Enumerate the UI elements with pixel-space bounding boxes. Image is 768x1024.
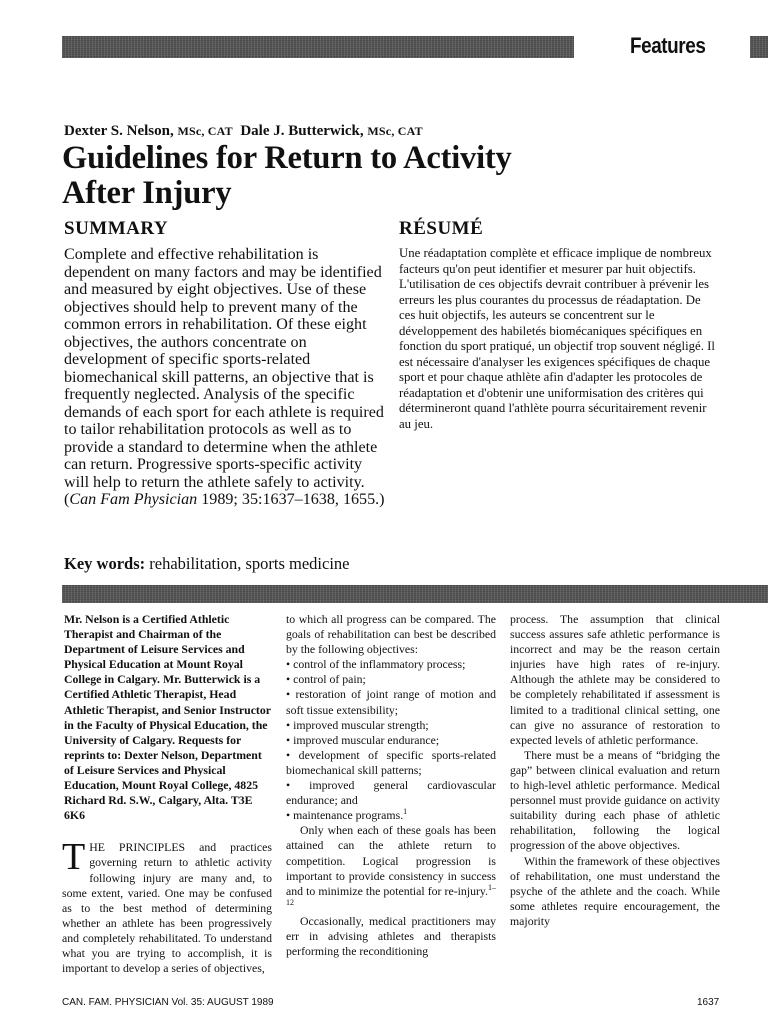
body-column-1 [62, 612, 272, 976]
article-title-line-1: Guidelines for Return to Activity [62, 140, 512, 176]
goal-reference: 1 [403, 807, 408, 817]
goal-item: • improved general cardiovascular endurance; and [286, 778, 496, 808]
section-tag: Features [630, 33, 706, 58]
keywords-label: Key words: [64, 554, 146, 573]
goal-item [286, 808, 496, 823]
intro-paragraph [62, 836, 272, 976]
intro-small-caps: HE PRINCIPLES [89, 840, 186, 855]
article-title-line-2: After Injury [62, 175, 232, 211]
summary-body: Complete and effective rehabilitation is dependent on many factors and may be identified and measured by eight objectives. Use of these objectives should help to prevent many of the common errors in rehabilitation. Of these eight objectives, the authors concentrate on development of specific sports-related biomechanical skill patterns, an objective that is frequently neglected. Analysis of the specific demands of each sport for each athlete is required to tailor rehabilitation protocols as well as to provide a standard to determine when the athlete can return. Progressive sports-specific activity will help to return the athlete safely to activity. ( [64, 246, 384, 508]
keywords [64, 554, 350, 574]
paragraph-goals-reference: 1–12 [286, 882, 496, 907]
keywords-value: rehabilitation, sports medicine [149, 554, 350, 573]
goal-item-text: • maintenance programs. [286, 808, 404, 823]
goal-item: • control of the inflammatory process; [286, 657, 466, 672]
goal-item: • development of specific sports-related biomechanical skill patterns; [286, 747, 496, 777]
author-credentials-1: MSc, CAT [177, 124, 233, 138]
page-number: 1637 [697, 997, 720, 1008]
intro-text: and practices governing return to athletic activity following injury are many and, to some extent, varied. One may be confused as to the best method of determining whether an athlete has been progressively and completely rehabilitated. To understand what you are trying to accomplish, it is important to develop a series of objectives, [62, 840, 272, 976]
author-credentials-2: MSc, CAT [367, 124, 423, 138]
paragraph-occasionally: Occasionally, medical practitioners may err in advising athletes and therapists performing the reconditioning [286, 913, 496, 959]
author-bio: Mr. Nelson is a Certified Athletic Therapist and Chairman of the Department of Leisure Services and Physical Education at Mount Royal College in Calgary. Mr. Butterwick is a Certified Athletic Therapist, Head Athletic Therapist, and Senior Instructor in the Faculty of Physical Education, the University of Calgary. Requests for reprints to: Dexter Nelson, Department of Leisure Services and Physical Education, Mount Royal College, 4825 Richard Rd. S.W., Calgary, Alta. T3E 6K6 [64, 612, 271, 823]
summary-citation-details: 1989; 35:1637–1638, 1655.) [201, 491, 385, 508]
goal-item: • improved muscular strength; [286, 717, 429, 732]
summary-citation-journal: Can Fam Physician [69, 491, 198, 508]
goals-list [286, 657, 496, 823]
paragraph-goals-text: Only when each of these goals has been attained can the athlete return to competition. Logical progression is important to provide consistency in success and to minimize the potential for re-injury. [286, 823, 496, 898]
author-name-2: Dale J. Butterwick, [240, 123, 364, 139]
section-header-band [62, 33, 768, 58]
paragraph-psyche: Within the framework of these objectives of rehabilitation, one must understand the psyche of the athlete and the coach. While some athletes require encouragement, the majority [510, 853, 720, 928]
body-column-2 [286, 612, 496, 959]
footer-journal: CAN. FAM. PHYSICIAN Vol. 35: AUGUST 1989 [62, 997, 274, 1008]
header-bar-left [62, 36, 574, 58]
goal-item: • restoration of joint range of motion and soft tissue extensibility; [286, 687, 496, 717]
body-column-3 [510, 612, 720, 929]
paragraph-bridging: There must be a means of “bridging the gap” between clinical evaluation and return to high-level athletic performance. Medical personnel must provide guidance on activity suitability during each phase of athletic rehabilitation, following the logical progression of the above objectives. [510, 747, 720, 853]
paragraph-process: process. The assumption that clinical success assures safe athletic performance is incorrect and may be the reason certain injuries have high rates of re-injury. Although the athlete may be considered to be completely rehabilitated if assessment is limited to a traditional clinical setting, one can give no assurance of restoration to expected levels of athletic performance. [510, 612, 720, 747]
goal-item: • control of pain; [286, 672, 366, 687]
author-name-1: Dexter S. Nelson, [64, 123, 174, 139]
article-title [62, 141, 582, 211]
resume-text: Une réadaptation complète et efficace implique de nombreux facteurs qu'on peut identifier et mesurer par huit objectifs. L'utilisation de ces objectifs devrait contribuer à prévenir les erreurs les plus courantes du processus de réadaptation. De ces huit objectifs, les auteurs se concentrent sur le développement des habiletés biomécaniques spécifiques en fonction du sport pratiqué, un objectif trop souvent négligé. Il est nécessaire d'analyser les exigences spécifiques de chaque sport et pour chaque athlète afin d'adapter les protocoles de réadaptation et d'obtenir une uniformisation des critères qui détermineront quand l'athlète pourra sécuritairement revenir au jeu. [399, 246, 715, 431]
summary-heading: SUMMARY [64, 218, 169, 239]
goal-item: • improved muscular endurance; [286, 732, 440, 747]
author-line [64, 123, 423, 140]
header-bar-right [750, 36, 768, 58]
goals-intro: to which all progress can be compared. The goals of rehabilitation can best be described by the following objectives: [286, 612, 496, 657]
divider-band [62, 585, 768, 603]
summary-text [64, 246, 386, 509]
drop-cap: T [62, 836, 86, 879]
resume-heading: RÉSUMÉ [399, 218, 484, 239]
paragraph-goals [286, 823, 496, 914]
